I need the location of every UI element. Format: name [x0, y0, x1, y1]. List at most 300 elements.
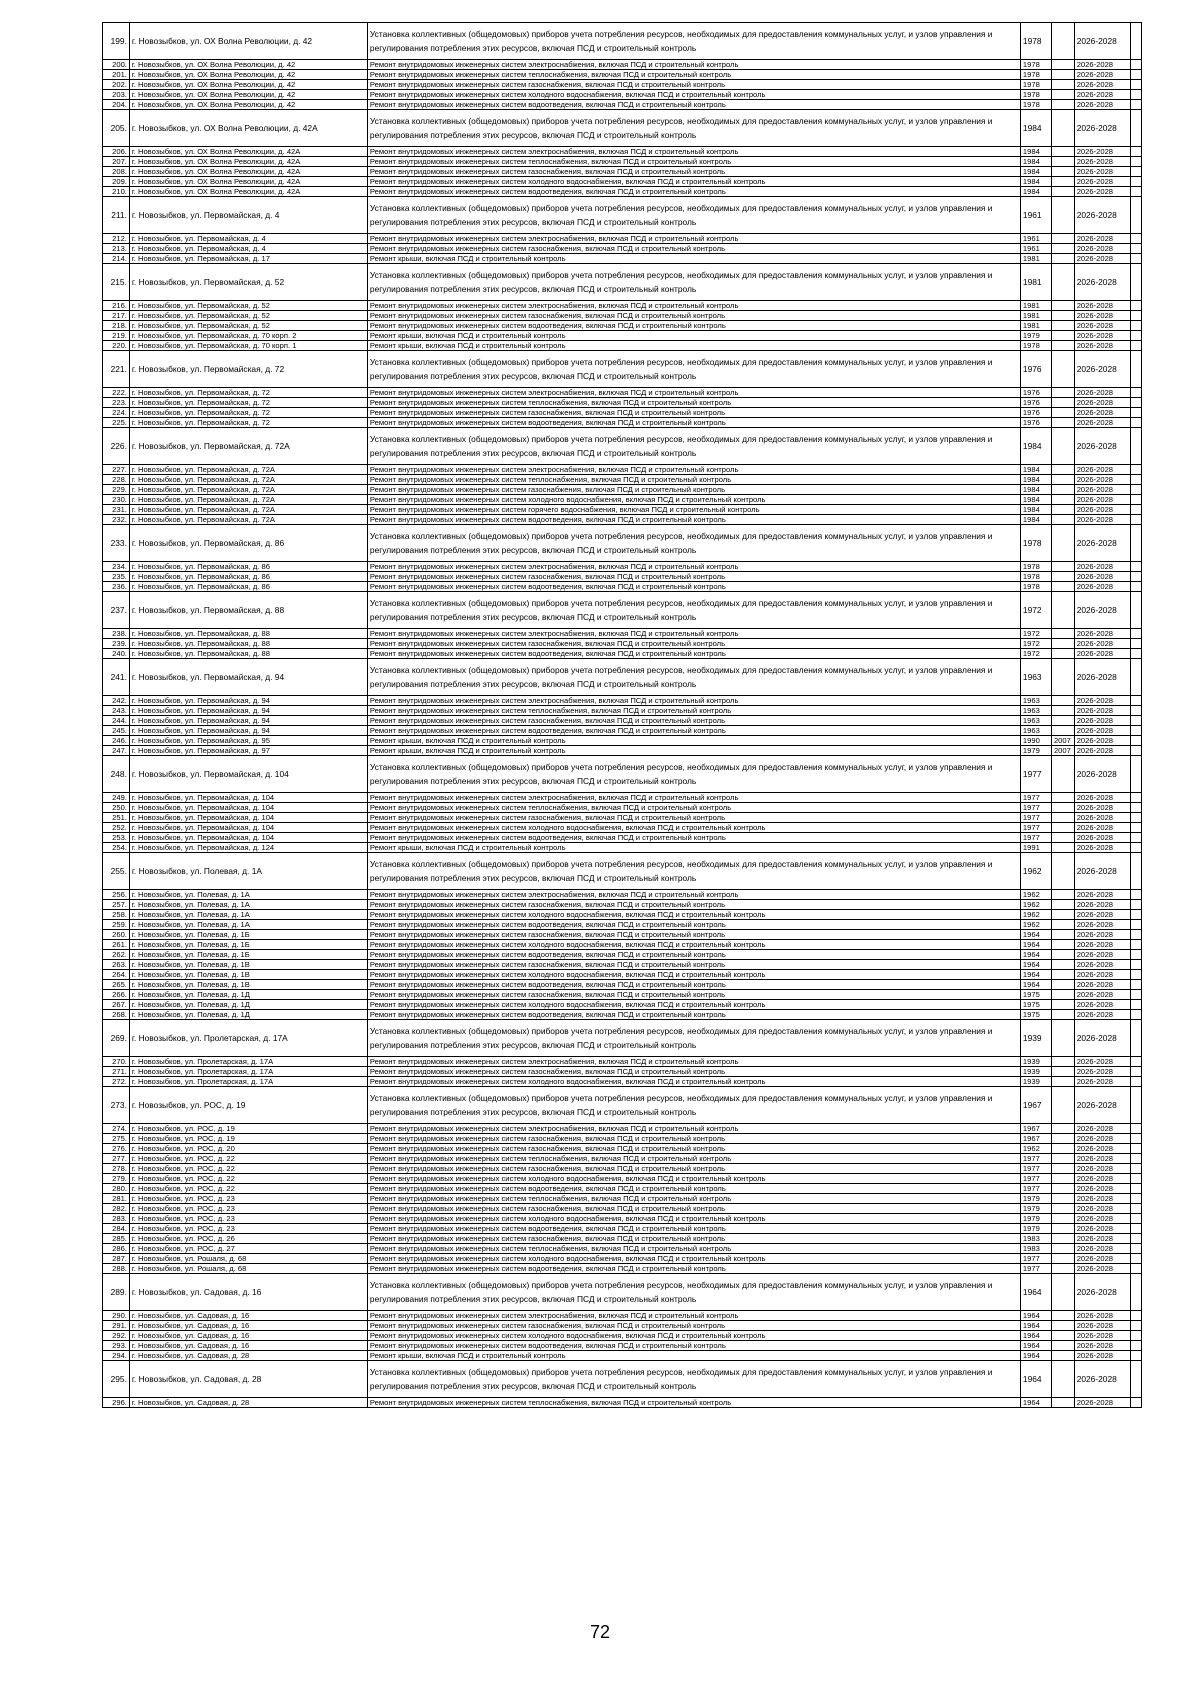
row-number: 232.: [103, 515, 130, 525]
last-repair-year-cell: [1051, 1311, 1074, 1321]
row-number: 219.: [103, 331, 130, 341]
address-cell: г. Новозыбков, ул. Садовая, д. 16: [129, 1321, 367, 1331]
address-cell: г. Новозыбков, ул. ОХ Волна Революции, д. 42: [129, 90, 367, 100]
build-year-cell: 1981: [1020, 311, 1051, 321]
last-repair-year-cell: [1051, 813, 1074, 823]
planned-period-cell: 2026-2028: [1074, 1341, 1130, 1351]
table-row: [103, 110, 1142, 147]
work-type-cell: Ремонт крыши, включая ПСД и строительный контроль: [367, 746, 1020, 756]
planned-period-cell: 2026-2028: [1074, 990, 1130, 1000]
row-number: 249.: [103, 793, 130, 803]
address-cell: г. Новозыбков, ул. Первомайская, д. 70 корп. 1: [129, 341, 367, 351]
spacer-cell: [1130, 920, 1141, 930]
address-cell: г. Новозыбков, ул. ОХ Волна Революции, д. 42А: [129, 167, 367, 177]
spacer-cell: [1130, 890, 1141, 900]
work-type-cell: Ремонт внутридомовых инженерных систем газоснабжения, включая ПСД и строительный контроль: [367, 813, 1020, 823]
work-type-cell: Установка коллективных (общедомовых) приборов учета потребления ресурсов, необходимых для предоставления коммунальных услуг, и узлов управления и регулирования потребления этих ресурсов, включая ПСД и строительный контроль: [367, 659, 1020, 696]
address-cell: г. Новозыбков, ул. РОС, д. 27: [129, 1244, 367, 1254]
last-repair-year-cell: [1051, 930, 1074, 940]
planned-period-cell: 2026-2028: [1074, 1234, 1130, 1244]
table-row: [103, 331, 1142, 341]
planned-period-cell: 2026-2028: [1074, 813, 1130, 823]
build-year-cell: 1962: [1020, 910, 1051, 920]
planned-period-cell: 2026-2028: [1074, 649, 1130, 659]
work-type-cell: Ремонт внутридомовых инженерных систем водоотведения, включая ПСД и строительный контроль: [367, 187, 1020, 197]
row-number: 289.: [103, 1274, 130, 1311]
address-cell: г. Новозыбков, ул. Первомайская, д. 4: [129, 244, 367, 254]
build-year-cell: 1975: [1020, 990, 1051, 1000]
spacer-cell: [1130, 980, 1141, 990]
planned-period-cell: 2026-2028: [1074, 244, 1130, 254]
row-number: 284.: [103, 1224, 130, 1234]
build-year-cell: 1978: [1020, 572, 1051, 582]
table-row: [103, 659, 1142, 696]
build-year-cell: 1978: [1020, 60, 1051, 70]
build-year-cell: 1972: [1020, 592, 1051, 629]
planned-period-cell: 2026-2028: [1074, 1311, 1130, 1321]
planned-period-cell: 2026-2028: [1074, 1204, 1130, 1214]
work-type-cell: Ремонт крыши, включая ПСД и строительный контроль: [367, 254, 1020, 264]
address-cell: г. Новозыбков, ул. РОС, д. 22: [129, 1174, 367, 1184]
table-row: [103, 60, 1142, 70]
spacer-cell: [1130, 1214, 1141, 1224]
last-repair-year-cell: [1051, 264, 1074, 301]
spacer-cell: [1130, 331, 1141, 341]
planned-period-cell: 2026-2028: [1074, 418, 1130, 428]
spacer-cell: [1130, 398, 1141, 408]
address-cell: г. Новозыбков, ул. Первомайская, д. 72А: [129, 495, 367, 505]
table-row: [103, 920, 1142, 930]
last-repair-year-cell: [1051, 525, 1074, 562]
row-number: 264.: [103, 970, 130, 980]
planned-period-cell: 2026-2028: [1074, 187, 1130, 197]
table-row: [103, 264, 1142, 301]
row-number: 277.: [103, 1154, 130, 1164]
address-cell: г. Новозыбков, ул. Первомайская, д. 88: [129, 592, 367, 629]
planned-period-cell: 2026-2028: [1074, 351, 1130, 388]
address-cell: г. Новозыбков, ул. Первомайская, д. 4: [129, 197, 367, 234]
work-type-cell: Ремонт внутридомовых инженерных систем холодного водоснабжения, включая ПСД и строительный контроль: [367, 970, 1020, 980]
table-row: [103, 793, 1142, 803]
address-cell: г. Новозыбков, ул. РОС, д. 22: [129, 1184, 367, 1194]
spacer-cell: [1130, 187, 1141, 197]
build-year-cell: 1964: [1020, 1311, 1051, 1321]
planned-period-cell: 2026-2028: [1074, 485, 1130, 495]
capital-repair-table: [102, 22, 1142, 1408]
work-type-cell: Ремонт внутридомовых инженерных систем холодного водоснабжения, включая ПСД и строительный контроль: [367, 90, 1020, 100]
last-repair-year-cell: [1051, 823, 1074, 833]
table-row: [103, 485, 1142, 495]
table-row: [103, 1057, 1142, 1067]
last-repair-year-cell: [1051, 843, 1074, 853]
work-type-cell: Ремонт внутридомовых инженерных систем холодного водоснабжения, включая ПСД и строительный контроль: [367, 495, 1020, 505]
table-row: [103, 1274, 1142, 1311]
address-cell: г. Новозыбков, ул. Первомайская, д. 72А: [129, 515, 367, 525]
address-cell: г. Новозыбков, ул. Первомайская, д. 104: [129, 813, 367, 823]
build-year-cell: 1984: [1020, 485, 1051, 495]
last-repair-year-cell: [1051, 311, 1074, 321]
row-number: 212.: [103, 234, 130, 244]
build-year-cell: 1967: [1020, 1087, 1051, 1124]
planned-period-cell: 2026-2028: [1074, 388, 1130, 398]
row-number: 261.: [103, 940, 130, 950]
address-cell: г. Новозыбков, ул. Полевая, д. 1Б: [129, 950, 367, 960]
work-type-cell: Установка коллективных (общедомовых) приборов учета потребления ресурсов, необходимых для предоставления коммунальных услуг, и узлов управления и регулирования потребления этих ресурсов, включая ПСД и строительный контроль: [367, 23, 1020, 60]
address-cell: г. Новозыбков, ул. Первомайская, д. 72: [129, 351, 367, 388]
table-row: [103, 803, 1142, 813]
last-repair-year-cell: [1051, 1124, 1074, 1134]
table-row: [103, 1124, 1142, 1134]
planned-period-cell: 2026-2028: [1074, 341, 1130, 351]
spacer-cell: [1130, 970, 1141, 980]
row-number: 202.: [103, 80, 130, 90]
row-number: 234.: [103, 562, 130, 572]
planned-period-cell: 2026-2028: [1074, 726, 1130, 736]
work-type-cell: Установка коллективных (общедомовых) приборов учета потребления ресурсов, необходимых для предоставления коммунальных услуг, и узлов управления и регулирования потребления этих ресурсов, включая ПСД и строительный контроль: [367, 428, 1020, 465]
table-row: [103, 980, 1142, 990]
spacer-cell: [1130, 388, 1141, 398]
address-cell: г. Новозыбков, ул. Полевая, д. 1А: [129, 910, 367, 920]
table-row: [103, 341, 1142, 351]
planned-period-cell: 2026-2028: [1074, 746, 1130, 756]
spacer-cell: [1130, 582, 1141, 592]
address-cell: г. Новозыбков, ул. Полевая, д. 1Б: [129, 940, 367, 950]
address-cell: г. Новозыбков, ул. Первомайская, д. 17: [129, 254, 367, 264]
planned-period-cell: 2026-2028: [1074, 1398, 1130, 1408]
build-year-cell: 1964: [1020, 1274, 1051, 1311]
spacer-cell: [1130, 1351, 1141, 1361]
build-year-cell: 1963: [1020, 706, 1051, 716]
planned-period-cell: 2026-2028: [1074, 157, 1130, 167]
row-number: 255.: [103, 853, 130, 890]
address-cell: г. Новозыбков, ул. Первомайская, д. 97: [129, 746, 367, 756]
build-year-cell: 1963: [1020, 696, 1051, 706]
planned-period-cell: 2026-2028: [1074, 495, 1130, 505]
table-row: [103, 756, 1142, 793]
build-year-cell: 1964: [1020, 1341, 1051, 1351]
planned-period-cell: 2026-2028: [1074, 562, 1130, 572]
table-row: [103, 1331, 1142, 1341]
work-type-cell: Ремонт внутридомовых инженерных систем газоснабжения, включая ПСД и строительный контроль: [367, 1234, 1020, 1244]
address-cell: г. Новозыбков, ул. Первомайская, д. 72: [129, 398, 367, 408]
spacer-cell: [1130, 1164, 1141, 1174]
build-year-cell: 1939: [1020, 1077, 1051, 1087]
work-type-cell: Ремонт внутридомовых инженерных систем водоотведения, включая ПСД и строительный контроль: [367, 726, 1020, 736]
planned-period-cell: 2026-2028: [1074, 930, 1130, 940]
work-type-cell: Ремонт внутридомовых инженерных систем электроснабжения, включая ПСД и строительный контроль: [367, 696, 1020, 706]
work-type-cell: Ремонт внутридомовых инженерных систем электроснабжения, включая ПСД и строительный контроль: [367, 301, 1020, 311]
address-cell: г. Новозыбков, ул. Первомайская, д. 70 корп. 2: [129, 331, 367, 341]
planned-period-cell: 2026-2028: [1074, 823, 1130, 833]
planned-period-cell: 2026-2028: [1074, 659, 1130, 696]
row-number: 201.: [103, 70, 130, 80]
last-repair-year-cell: [1051, 100, 1074, 110]
work-type-cell: Установка коллективных (общедомовых) приборов учета потребления ресурсов, необходимых для предоставления коммунальных услуг, и узлов управления и регулирования потребления этих ресурсов, включая ПСД и строительный контроль: [367, 592, 1020, 629]
table-row: [103, 475, 1142, 485]
table-row: [103, 1164, 1142, 1174]
planned-period-cell: 2026-2028: [1074, 147, 1130, 157]
build-year-cell: 1967: [1020, 1134, 1051, 1144]
last-repair-year-cell: [1051, 1321, 1074, 1331]
table-row: [103, 167, 1142, 177]
spacer-cell: [1130, 428, 1141, 465]
work-type-cell: Ремонт внутридомовых инженерных систем электроснабжения, включая ПСД и строительный контроль: [367, 465, 1020, 475]
table-row: [103, 1144, 1142, 1154]
last-repair-year-cell: [1051, 1361, 1074, 1398]
address-cell: г. Новозыбков, ул. Первомайская, д. 52: [129, 311, 367, 321]
work-type-cell: Ремонт крыши, включая ПСД и строительный контроль: [367, 736, 1020, 746]
planned-period-cell: 2026-2028: [1074, 980, 1130, 990]
address-cell: г. Новозыбков, ул. ОХ Волна Революции, д. 42А: [129, 187, 367, 197]
work-type-cell: Ремонт внутридомовых инженерных систем газоснабжения, включая ПСД и строительный контроль: [367, 960, 1020, 970]
work-type-cell: Ремонт внутридомовых инженерных систем холодного водоснабжения, включая ПСД и строительный контроль: [367, 1331, 1020, 1341]
planned-period-cell: 2026-2028: [1074, 950, 1130, 960]
table-row: [103, 1087, 1142, 1124]
page-number: 72: [589, 1622, 611, 1642]
build-year-cell: 1979: [1020, 746, 1051, 756]
table-row: [103, 197, 1142, 234]
table-row: [103, 525, 1142, 562]
work-type-cell: Ремонт внутридомовых инженерных систем холодного водоснабжения, включая ПСД и строительный контроль: [367, 1000, 1020, 1010]
table-row: [103, 1134, 1142, 1144]
work-type-cell: Ремонт внутридомовых инженерных систем теплоснабжения, включая ПСД и строительный контроль: [367, 1398, 1020, 1408]
planned-period-cell: 2026-2028: [1074, 465, 1130, 475]
work-type-cell: Установка коллективных (общедомовых) приборов учета потребления ресурсов, необходимых для предоставления коммунальных услуг, и узлов управления и регулирования потребления этих ресурсов, включая ПСД и строительный контроль: [367, 197, 1020, 234]
spacer-cell: [1130, 1144, 1141, 1154]
table-row: [103, 1398, 1142, 1408]
spacer-cell: [1130, 1361, 1141, 1398]
table-row: [103, 960, 1142, 970]
planned-period-cell: 2026-2028: [1074, 793, 1130, 803]
table-row: [103, 823, 1142, 833]
spacer-cell: [1130, 100, 1141, 110]
table-row: [103, 629, 1142, 639]
row-number: 295.: [103, 1361, 130, 1398]
spacer-cell: [1130, 1194, 1141, 1204]
row-number: 258.: [103, 910, 130, 920]
last-repair-year-cell: [1051, 301, 1074, 311]
address-cell: г. Новозыбков, ул. Первомайская, д. 104: [129, 803, 367, 813]
last-repair-year-cell: [1051, 475, 1074, 485]
build-year-cell: 1984: [1020, 177, 1051, 187]
last-repair-year-cell: [1051, 1254, 1074, 1264]
address-cell: г. Новозыбков, ул. Рошаля, д. 68: [129, 1264, 367, 1274]
planned-period-cell: 2026-2028: [1074, 515, 1130, 525]
spacer-cell: [1130, 197, 1141, 234]
row-number: 225.: [103, 418, 130, 428]
build-year-cell: 1962: [1020, 1144, 1051, 1154]
row-number: 260.: [103, 930, 130, 940]
table-row: [103, 1214, 1142, 1224]
planned-period-cell: 2026-2028: [1074, 592, 1130, 629]
row-number: 278.: [103, 1164, 130, 1174]
spacer-cell: [1130, 177, 1141, 187]
spacer-cell: [1130, 1331, 1141, 1341]
row-number: 251.: [103, 813, 130, 823]
last-repair-year-cell: [1051, 197, 1074, 234]
table-row: [103, 1234, 1142, 1244]
planned-period-cell: 2026-2028: [1074, 629, 1130, 639]
build-year-cell: 1979: [1020, 1204, 1051, 1214]
last-repair-year-cell: [1051, 1204, 1074, 1214]
planned-period-cell: 2026-2028: [1074, 970, 1130, 980]
work-type-cell: Ремонт внутридомовых инженерных систем газоснабжения, включая ПСД и строительный контроль: [367, 572, 1020, 582]
work-type-cell: Установка коллективных (общедомовых) приборов учета потребления ресурсов, необходимых для предоставления коммунальных услуг, и узлов управления и регулирования потребления этих ресурсов, включая ПСД и строительный контроль: [367, 1087, 1020, 1124]
table-row: [103, 572, 1142, 582]
last-repair-year-cell: [1051, 1057, 1074, 1067]
build-year-cell: 1975: [1020, 1010, 1051, 1020]
work-type-cell: Ремонт внутридомовых инженерных систем газоснабжения, включая ПСД и строительный контроль: [367, 485, 1020, 495]
last-repair-year-cell: [1051, 60, 1074, 70]
build-year-cell: 1976: [1020, 351, 1051, 388]
last-repair-year-cell: [1051, 582, 1074, 592]
address-cell: г. Новозыбков, ул. Садовая, д. 28: [129, 1351, 367, 1361]
row-number: 286.: [103, 1244, 130, 1254]
work-type-cell: Ремонт внутридомовых инженерных систем водоотведения, включая ПСД и строительный контроль: [367, 920, 1020, 930]
build-year-cell: 1976: [1020, 398, 1051, 408]
last-repair-year-cell: [1051, 1214, 1074, 1224]
work-type-cell: Ремонт внутридомовых инженерных систем электроснабжения, включая ПСД и строительный контроль: [367, 890, 1020, 900]
row-number: 292.: [103, 1331, 130, 1341]
last-repair-year-cell: [1051, 696, 1074, 706]
work-type-cell: Ремонт внутридомовых инженерных систем газоснабжения, включая ПСД и строительный контроль: [367, 244, 1020, 254]
build-year-cell: 1984: [1020, 428, 1051, 465]
address-cell: г. Новозыбков, ул. Первомайская, д. 52: [129, 301, 367, 311]
build-year-cell: 1984: [1020, 147, 1051, 157]
build-year-cell: 1964: [1020, 1331, 1051, 1341]
build-year-cell: 1984: [1020, 475, 1051, 485]
spacer-cell: [1130, 950, 1141, 960]
planned-period-cell: 2026-2028: [1074, 910, 1130, 920]
table-row: [103, 495, 1142, 505]
spacer-cell: [1130, 475, 1141, 485]
row-number: 236.: [103, 582, 130, 592]
build-year-cell: 1977: [1020, 756, 1051, 793]
last-repair-year-cell: [1051, 890, 1074, 900]
address-cell: г. Новозыбков, ул. Полевая, д. 1А: [129, 853, 367, 890]
work-type-cell: Ремонт внутридомовых инженерных систем газоснабжения, включая ПСД и строительный контроль: [367, 1321, 1020, 1331]
planned-period-cell: 2026-2028: [1074, 110, 1130, 147]
last-repair-year-cell: [1051, 1087, 1074, 1124]
table-row: [103, 910, 1142, 920]
build-year-cell: 1981: [1020, 254, 1051, 264]
spacer-cell: [1130, 1234, 1141, 1244]
address-cell: г. Новозыбков, ул. Первомайская, д. 104: [129, 823, 367, 833]
address-cell: г. Новозыбков, ул. Первомайская, д. 72: [129, 408, 367, 418]
row-number: 285.: [103, 1234, 130, 1244]
build-year-cell: 1962: [1020, 900, 1051, 910]
spacer-cell: [1130, 853, 1141, 890]
row-number: 204.: [103, 100, 130, 110]
planned-period-cell: 2026-2028: [1074, 890, 1130, 900]
work-type-cell: Ремонт внутридомовых инженерных систем газоснабжения, включая ПСД и строительный контроль: [367, 639, 1020, 649]
work-type-cell: Ремонт внутридомовых инженерных систем электроснабжения, включая ПСД и строительный контроль: [367, 562, 1020, 572]
work-type-cell: Ремонт внутридомовых инженерных систем холодного водоснабжения, включая ПСД и строительный контроль: [367, 1077, 1020, 1087]
row-number: 252.: [103, 823, 130, 833]
address-cell: г. Новозыбков, ул. Полевая, д. 1Д: [129, 1000, 367, 1010]
planned-period-cell: 2026-2028: [1074, 1010, 1130, 1020]
table-row: [103, 177, 1142, 187]
table-row: [103, 157, 1142, 167]
last-repair-year-cell: [1051, 244, 1074, 254]
row-number: 279.: [103, 1174, 130, 1184]
row-number: 282.: [103, 1204, 130, 1214]
table-row: [103, 23, 1142, 60]
row-number: 231.: [103, 505, 130, 515]
last-repair-year-cell: [1051, 515, 1074, 525]
table-row: [103, 187, 1142, 197]
row-number: 241.: [103, 659, 130, 696]
last-repair-year-cell: [1051, 418, 1074, 428]
build-year-cell: 1976: [1020, 408, 1051, 418]
last-repair-year-cell: [1051, 1264, 1074, 1274]
planned-period-cell: 2026-2028: [1074, 1214, 1130, 1224]
build-year-cell: 1977: [1020, 1154, 1051, 1164]
address-cell: г. Новозыбков, ул. Первомайская, д. 86: [129, 525, 367, 562]
row-number: 273.: [103, 1087, 130, 1124]
spacer-cell: [1130, 465, 1141, 475]
build-year-cell: 1964: [1020, 930, 1051, 940]
address-cell: г. Новозыбков, ул. Первомайская, д. 72А: [129, 505, 367, 515]
work-type-cell: Ремонт крыши, включая ПСД и строительный контроль: [367, 843, 1020, 853]
address-cell: г. Новозыбков, ул. Полевая, д. 1В: [129, 970, 367, 980]
address-cell: г. Новозыбков, ул. ОХ Волна Революции, д. 42: [129, 80, 367, 90]
work-type-cell: Ремонт внутридомовых инженерных систем холодного водоснабжения, включая ПСД и строительный контроль: [367, 1174, 1020, 1184]
planned-period-cell: 2026-2028: [1074, 264, 1130, 301]
last-repair-year-cell: [1051, 940, 1074, 950]
spacer-cell: [1130, 1010, 1141, 1020]
build-year-cell: 1977: [1020, 793, 1051, 803]
planned-period-cell: 2026-2028: [1074, 853, 1130, 890]
last-repair-year-cell: [1051, 187, 1074, 197]
row-number: 290.: [103, 1311, 130, 1321]
build-year-cell: 1990: [1020, 736, 1051, 746]
work-type-cell: Ремонт внутридомовых инженерных систем электроснабжения, включая ПСД и строительный контроль: [367, 147, 1020, 157]
build-year-cell: 1977: [1020, 1164, 1051, 1174]
work-type-cell: Ремонт внутридомовых инженерных систем теплоснабжения, включая ПСД и строительный контроль: [367, 706, 1020, 716]
spacer-cell: [1130, 746, 1141, 756]
spacer-cell: [1130, 147, 1141, 157]
row-number: 254.: [103, 843, 130, 853]
work-type-cell: Ремонт внутридомовых инженерных систем газоснабжения, включая ПСД и строительный контроль: [367, 716, 1020, 726]
table-row: [103, 950, 1142, 960]
planned-period-cell: 2026-2028: [1074, 1321, 1130, 1331]
planned-period-cell: 2026-2028: [1074, 505, 1130, 515]
build-year-cell: 1981: [1020, 321, 1051, 331]
address-cell: г. Новозыбков, ул. РОС, д. 22: [129, 1164, 367, 1174]
build-year-cell: 1963: [1020, 659, 1051, 696]
address-cell: г. Новозыбков, ул. Первомайская, д. 72: [129, 388, 367, 398]
row-number: 238.: [103, 629, 130, 639]
address-cell: г. Новозыбков, ул. Первомайская, д. 94: [129, 706, 367, 716]
build-year-cell: 1981: [1020, 301, 1051, 311]
spacer-cell: [1130, 80, 1141, 90]
row-number: 211.: [103, 197, 130, 234]
spacer-cell: [1130, 1254, 1141, 1264]
spacer-cell: [1130, 1398, 1141, 1408]
planned-period-cell: 2026-2028: [1074, 100, 1130, 110]
build-year-cell: 1963: [1020, 726, 1051, 736]
row-number: 262.: [103, 950, 130, 960]
address-cell: г. Новозыбков, ул. Садовая, д. 28: [129, 1398, 367, 1408]
table-row: [103, 1067, 1142, 1077]
last-repair-year-cell: [1051, 428, 1074, 465]
row-number: 228.: [103, 475, 130, 485]
table-row: [103, 465, 1142, 475]
build-year-cell: 1964: [1020, 950, 1051, 960]
work-type-cell: Установка коллективных (общедомовых) приборов учета потребления ресурсов, необходимых для предоставления коммунальных услуг, и узлов управления и регулирования потребления этих ресурсов, включая ПСД и строительный контроль: [367, 525, 1020, 562]
planned-period-cell: 2026-2028: [1074, 1254, 1130, 1264]
